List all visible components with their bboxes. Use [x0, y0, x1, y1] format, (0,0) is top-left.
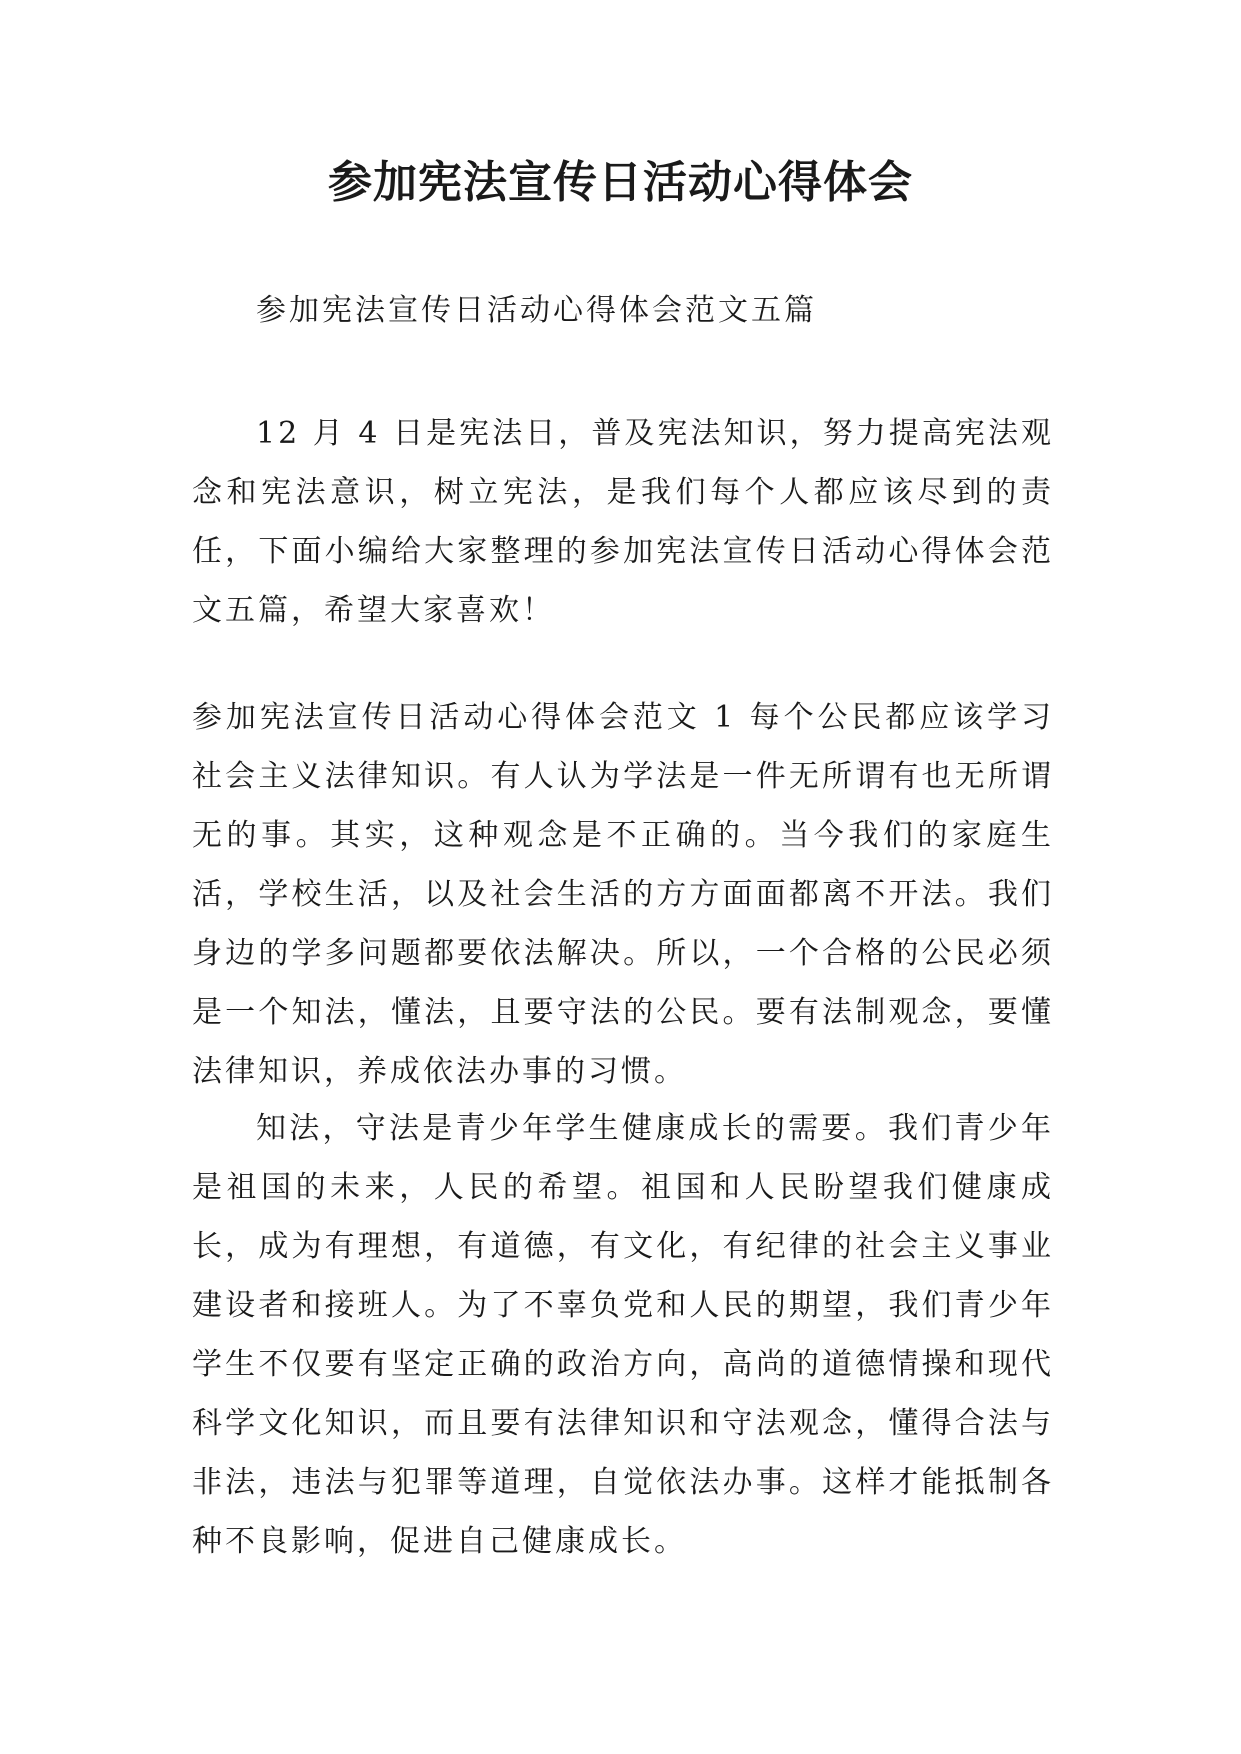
essay-one-second-paragraph: 知法，守法是青少年学生健康成长的需要。我们青少年是祖国的未来，人民的希望。祖国和人民盼望我们健康成长，成为有理想，有道德，有文化，有纪律的社会主义事业建设者和接班人。为了不辜负党和人民的期望，我们青少年学生不仅要有坚定正确的政治方向，高尚的道德情操和现代科学文化知识，而且要有法律知识和守法观念，懂得合法与非法，违法与犯罪等道理，自觉依法办事。这样才能抵制各种不良影响，促进自己健康成长。 [192, 1111, 1054, 1559]
document-subtitle: 参加宪法宣传日活动心得体会范文五篇 [256, 293, 817, 328]
document-title: 参加宪法宣传日活动心得体会 [328, 157, 913, 208]
intro-paragraph: 12 月 4 日是宪法日，普及宪法知识，努力提高宪法观念和宪法意识，树立宪法，是我们每个人都应该尽到的责任，下面小编给大家整理的参加宪法宣传日活动心得体会范文五篇，希望大家喜欢！ [192, 416, 1054, 628]
essay-one-paragraph: 参加宪法宣传日活动心得体会范文 1 每个公民都应该学习社会主义法律知识。有人认为学法是一件无所谓有也无所谓无的事。其实，这种观念是不正确的。当今我们的家庭生活，学校生活，以及社会生活的方方面面都离不开法。我们身边的学多问题都要依法解决。所以，一个合格的公民必须是一个知法，懂法，且要守法的公民。要有法制观念，要懂法律知识，养成依法办事的习惯。 [192, 700, 1054, 1089]
